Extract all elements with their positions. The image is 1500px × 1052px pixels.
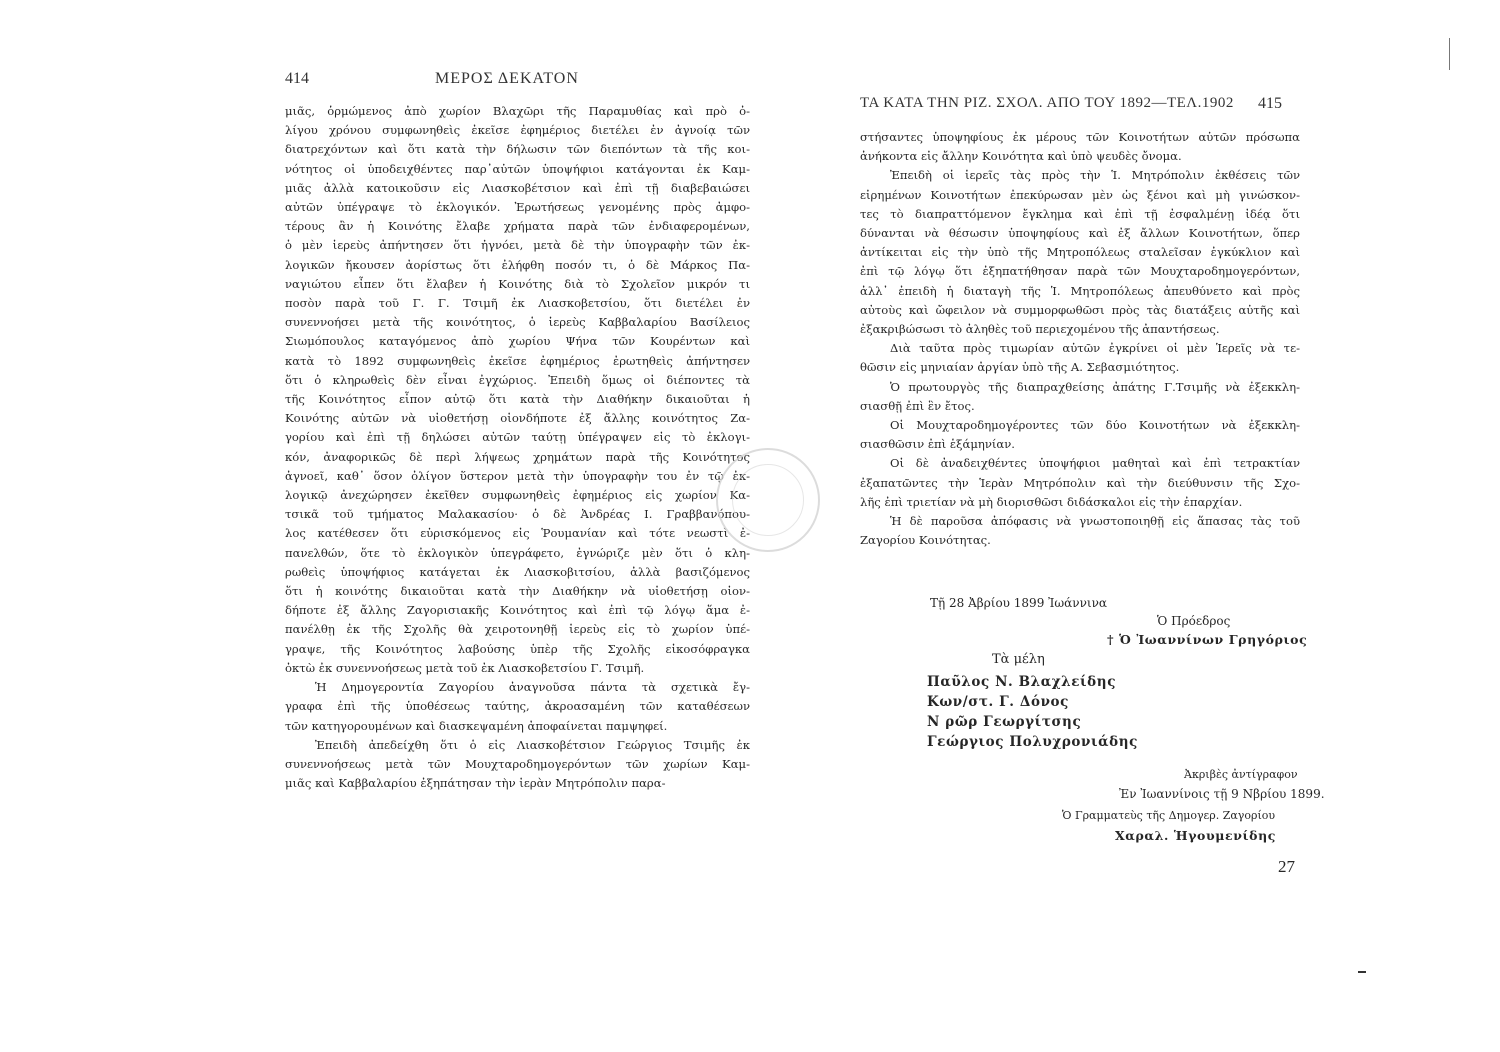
text-line: ρωθεὶς ὑποψήφιος κατάγεται ἐκ Λιασκοβιτσίου, ἀλλὰ βασιζόμενος [285, 564, 750, 579]
text-line: ποσὸν παρὰ τοῦ Γ. Γ. Τσιμῆ ἐκ Λιασκοβετσίου, ὅτι διετέλει ἐν [285, 296, 750, 311]
text-line: τέρους ἂν ἡ Κοινότης ἔλαβε χρήματα παρὰ τῶν ἐνδιαφερομένων, [285, 219, 750, 234]
right-running-head: ΤΑ ΚΑΤΑ ΤΗΝ ΡΙΖ. ΣΧΟΛ. ΑΠΟ ΤΟΥ 1892—ΤΕΛ.1902 [860, 95, 1234, 111]
text-line: εἰρημένων Κοινοτήτων ἐπεκύρωσαν μὲν ὡς ξένοι καὶ μὴ γινώσκον- [860, 187, 1300, 202]
left-running-head: ΜΕΡΟΣ ΔΕΚΑΤΟΝ [435, 70, 579, 87]
secretary-name: Χαραλ. Ἡγουμενίδης [1115, 828, 1276, 843]
text-line: λογικῷ ἀνεχώρησεν ἐκεῖθεν συμφωνηθεὶς ἐφημέριος εἰς χωρίον Κα- [285, 488, 750, 503]
copy-date: Ἐν Ἰωαννίνοις τῇ 9 Νβρίου 1899. [1119, 787, 1325, 801]
president-title: Ὁ Πρόεδρος [1157, 614, 1231, 628]
text-line: νότητος οἱ ὑποδειχθέντες παρ᾽αὐτῶν ὑποψήφιοι κατάγονται ἐκ Καμ- [285, 161, 750, 176]
text-line: πανελθών, ὅτε τὸ ἐκλογικὸν ὑπεγράφετο, ἐγνώριζε μὲν ὅτι ὁ κλη- [285, 545, 750, 560]
scan-edge-mark [1449, 38, 1450, 70]
text-line: ἐξαπατῶντες τὴν Ἱερὰν Μητρόπολιν καὶ τὴν διεύθυνσιν τῆς Σχο- [860, 475, 1300, 490]
text-line: μιᾶς ἀλλὰ κατοικοῦσιν εἰς Λιασκοβέτσιον καὶ ἐπὶ τῇ διαβεβαιώσει [285, 180, 750, 195]
text-line: διατρεχόντων καὶ ὅτι κατὰ τὴν δήλωσιν τῶν διεπόντων τὰ τῆς κοι- [285, 142, 750, 157]
text-line: λος κατέθεσεν ὅτι εὑρισκόμενος εἰς Ῥουμανίαν καὶ τότε νεωστὶ ἐ- [285, 526, 750, 541]
text-line: τσικᾶ τοῦ τμήματος Μαλακασίου· ὁ δὲ Ἀνδρέας Ι. Γραββανόπου- [285, 507, 750, 522]
left-body-text [285, 102, 750, 793]
text-line: Οἱ δὲ ἀναδειχθέντες ὑποψήφιοι μαθηταὶ καὶ ἐπὶ τετρακτίαν [890, 456, 1300, 471]
member-2: Κων/στ. Γ. Δόνος [927, 694, 1069, 710]
text-line: γορίου καὶ ἐπὶ τῇ δηλώσει αὐτῶν ταύτῃ ὑπέγραψεν εἰς τὸ ἐκλογι- [285, 430, 750, 445]
text-line: Ζαγορίου Κοινότητας. [860, 533, 991, 548]
text-line: ἀλλ᾽ ἐπειδὴ ἡ διαταγὴ τῆς Ἱ. Μητροπόλεως ἀπευθύνετο καὶ πρὸς [860, 283, 1300, 298]
text-line: ὀκτὼ ἐκ συνεννοήσεως μετὰ τοῦ ἐκ Λιασκοβετσίου Γ. Τσιμῆ. [285, 660, 645, 675]
text-line: γραψε, τῆς Κοινότητος λαβούσης ὑπὲρ τῆς Σχολῆς εἰκοσόφραγκα [285, 641, 750, 656]
text-line: Ἐπειδὴ οἱ ἱερεῖς τὰς πρὸς τὴν Ἱ. Μητρόπολιν ἐκθέσεις τῶν [890, 168, 1300, 183]
text-line: σιασθῇ ἐπὶ ἓν ἔτος. [860, 398, 975, 413]
text-line: κόν, ἀναφορικῶς δὲ περὶ λήψεως χρημάτων παρὰ τῆς Κοινότητος [285, 449, 750, 464]
text-line: ναγιώτου εἶπεν ὅτι ἔλαβεν ἡ Κοινότης διὰ τὸ Σχολεῖον μικρόν τι [285, 276, 750, 291]
text-line: συνεννοήσει μετὰ τῆς κοινότητος, ὁ ἱερεὺς Καββαλαρίου Βασίλειος [285, 315, 750, 330]
library-stamp [716, 448, 820, 552]
text-line: πανέλθῃ ἐκ τῆς Σχολῆς θὰ χειροτονηθῇ ἱερεὺς εἰς τὸ χωρίον ὑπέ- [285, 622, 750, 637]
text-line: Κοινότης αὐτῶν νὰ υἱοθετήσῃ οἱονδήποτε ἐξ ἄλλης κοινότητος Ζα- [285, 411, 750, 426]
member-3: Ν ρῶρ Γεωργίτσης [927, 714, 1082, 730]
text-line: Διὰ ταῦτα πρὸς τιμωρίαν αὐτῶν ἐγκρίνει οἱ μὲν Ἱερεῖς νὰ τε- [890, 341, 1300, 356]
text-line: αὐτῶν ὑπέγραψε τὸ ἐκλογικόν. Ἐρωτήσεως γενομένης πρὸς ἀμφο- [285, 200, 750, 215]
text-line: σιασθῶσιν ἐπὶ ἑξάμηνίαν. [860, 437, 1015, 452]
right-body-text [860, 128, 1300, 550]
text-line: αὐτοὺς καὶ ὤφειλον νὰ συμμορφωθῶσι πρὸς τὰς διατάξεις αὐτῆς καὶ [860, 302, 1300, 317]
text-line: Ἡ Δημογεροντία Ζαγορίου ἀναγνοῦσα πάντα τὰ σχετικὰ ἔγ- [315, 680, 750, 695]
member-1: Παῦλος Ν. Βλαχλείδης [927, 674, 1117, 690]
text-line: γραφα ἐπὶ τῆς ὑποθέσεως ταύτης, ἀκροασαμένη τῶν καταθέσεων [285, 699, 750, 714]
folio-number: 27 [1278, 857, 1295, 876]
text-line: λίγου χρόνου συμφωνηθεὶς ἐκεῖσε ἐφημέριος διετέλει ἐν ἀγνοίᾳ τῶν [285, 123, 750, 138]
text-line: στήσαντες ὑποψηφίους ἐκ μέρους τῶν Κοινοτήτων αὐτῶν πρόσωπα [860, 130, 1300, 144]
members-label: Τὰ μέλη [992, 652, 1045, 667]
text-line: θῶσιν εἰς μηνιαίαν ἀργίαν ὑπὸ τῆς Α. Σεβασμιότητος. [860, 360, 1180, 375]
text-line: συνεννοήσεως μετὰ τῶν Μουχταροδημογερόντων τῶν χωρίων Καμ- [285, 756, 750, 771]
text-line: Οἱ Μουχταροδημογέροντες τῶν δύο Κοινοτήτων νὰ ἐξεκκλη- [890, 418, 1300, 433]
text-line: ἐξακριβώσωσι τὸ ἀληθὲς τοῦ περιεχομένου τῆς ἀπαντήσεως. [860, 322, 1220, 337]
text-line: ἐπὶ τῷ λόγῳ ὅτι ἐξηπατήθησαν παρὰ τῶν Μουχταροδημογερόντων, [860, 264, 1300, 279]
text-line: ὅτι ὁ κληρωθεὶς δὲν εἶναι ἐγχώριος. Ἐπειδὴ ὅμως οἱ διέποντες τὰ [285, 372, 750, 387]
text-line: τῆς Κοινότητος εἶπον αὐτῷ ὅτι κατὰ τὴν Διαθήκην δικαιοῦται ἡ [285, 392, 750, 407]
right-page-number: 415 [1258, 95, 1282, 112]
text-line: τῶν κατηγορουμένων καὶ διασκεψαμένη ἀποφαίνεται παμψηφεί. [285, 718, 668, 733]
member-4: Γεώργιος Πολυχρονιάδης [927, 734, 1138, 750]
text-line: λῆς ἐπὶ τριετίαν νὰ μὴ διορισθῶσι διδάσκαλοι εἰς τὴν ἐπαρχίαν. [860, 494, 1243, 509]
text-line: ἀνήκοντα εἰς ἄλλην Κοινότητα καὶ ὑπὸ ψευδὲς ὄνομα. [860, 149, 1182, 164]
date-line: Τῇ 28 Ἀβρίου 1899 Ἰωάννινα [930, 596, 1107, 610]
text-line: Σιωμόπουλος καταγόμενος ἀπὸ χωρίου Ψήνα τῶν Κουρέντων καὶ [285, 334, 750, 349]
president-name: † Ὁ Ἰωαννίνων Γρηγόριος [1107, 632, 1308, 647]
text-line: μιᾶς, ὁρμώμενος ἀπὸ χωρίον Βλαχῶρι τῆς Παραμυθίας καὶ πρὸ ὀ- [285, 104, 750, 118]
text-line: Ὁ πρωτουργὸς τῆς διαπραχθείσης ἀπάτης Γ.Τσιμῆς νὰ ἐξεκκλη- [890, 379, 1300, 394]
text-line: δύνανται νὰ θέσωσιν ὑποψηφίους καὶ ἐξ ἄλλων Κοινοτήτων, ὅπερ [860, 226, 1300, 241]
text-line: μιᾶς καὶ Καββαλαρίου ἐξηπάτησαν τὴν ἱερὰν Μητρόπολιν παρα- [285, 776, 666, 791]
secretary-title: Ὁ Γραμματεὺς τῆς Δημογερ. Ζαγορίου [1062, 809, 1276, 822]
copy-note: Ἀκριβὲς ἀντίγραφον [1184, 768, 1298, 781]
text-line: ἀγνοεῖ, καθ᾽ ὅσον ὀλίγον ὕστερον μετὰ τὴν ὑπογραφὴν του ἐν τῷ ἐκ- [285, 468, 750, 483]
text-line: ὁ μὲν ἱερεὺς ἀπήντησεν ὅτι ἠγνόει, μετὰ δὲ τὴν ὑπογραφὴν τῶν ἐκ- [285, 238, 750, 253]
text-line: δήποτε ἐξ ἄλλης Ζαγορισιακῆς Κοινότητος καὶ ἐπὶ τῷ λόγῳ ἅμα ἐ- [285, 603, 750, 618]
text-line: τες τὸ διαπραττόμενον ἔγκλημα καὶ ἐπὶ τῇ ἐσφαλμένῃ ἰδέᾳ ὅτι [860, 206, 1300, 221]
text-line: ὅτι ἡ κοινότης δικαιοῦται κατὰ τὴν Διαθήκην νὰ υἱοθετήσῃ οἱον- [285, 584, 750, 599]
left-page-number: 414 [285, 70, 309, 87]
text-line: Ἡ δὲ παροῦσα ἀπόφασις νὰ γνωστοποιηθῇ εἰς ἅπασας τὰς τοῦ [890, 514, 1300, 529]
scan-dash-mark [1358, 971, 1366, 973]
text-line: κατὰ τὸ 1892 συμφωνηθεὶς ἐκεῖσε ἐφημέριος ἐρωτηθεὶς ἀπήντησεν [285, 353, 750, 368]
text-line: Ἐπειδὴ ἀπεδείχθη ὅτι ὁ εἰς Λιασκοβέτσιον Γεώργιος Τσιμῆς ἐκ [315, 737, 750, 752]
text-line: ἀντίκειται εἰς τὴν ὑπὸ τῆς Μητροπόλεως σταλεῖσαν ἐγκύκλιον καὶ [860, 245, 1300, 260]
text-line: λογικῶν ἤκουσεν ἀορίστως ὅτι ἐλήφθη ποσόν τι, ὁ δὲ Μάρκος Πα- [285, 257, 750, 272]
